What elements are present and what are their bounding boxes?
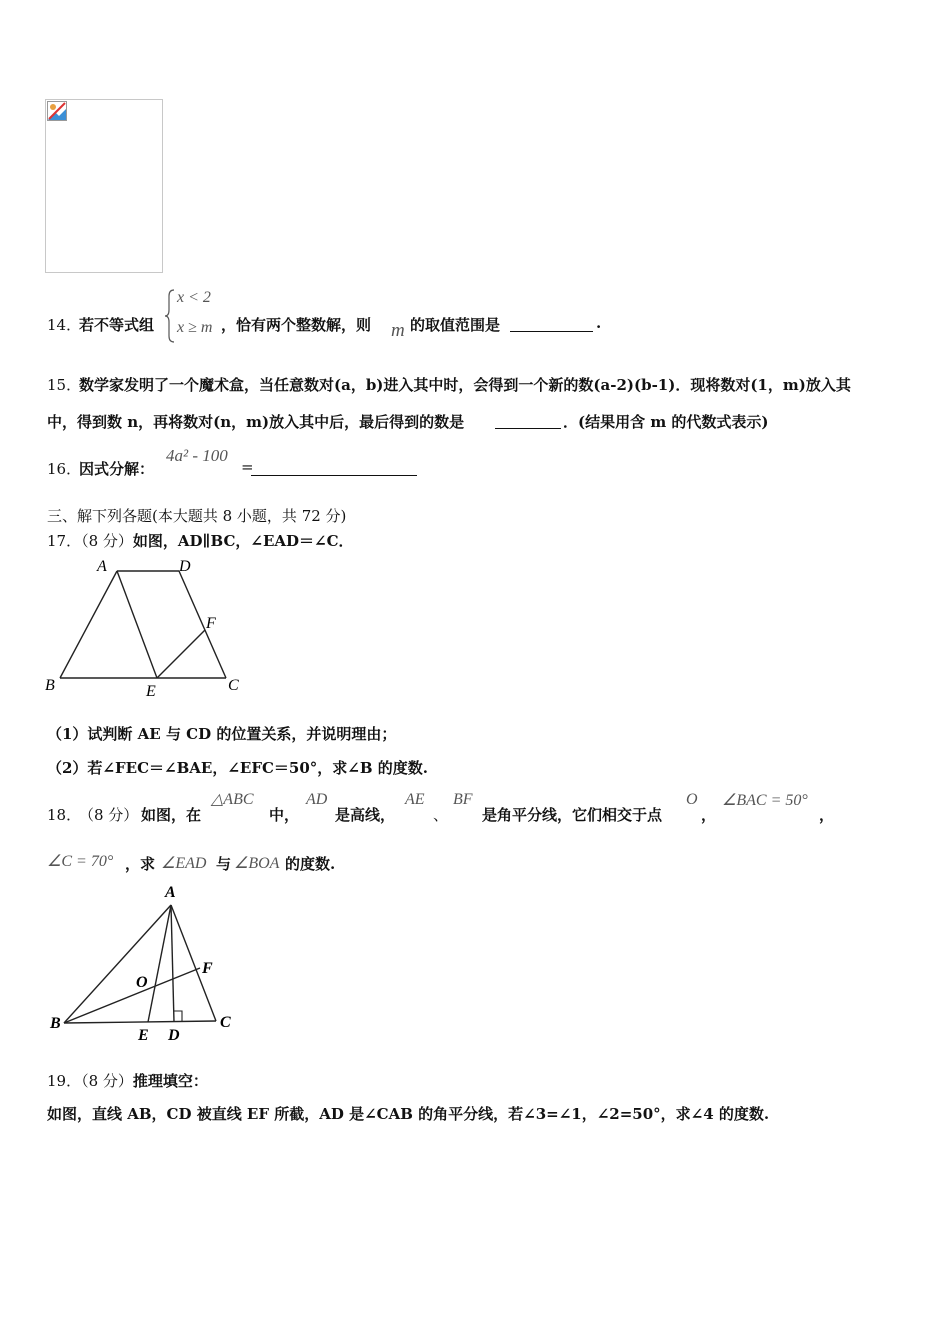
q18-segment-BF <box>64 968 200 1023</box>
q17-part-2: （2）若∠FEC＝∠BAE，∠EFC＝50°，求∠B 的度数. <box>47 759 428 777</box>
q14-middle: ，恰有两个整数解，则 <box>221 316 372 334</box>
q18-text-2: 中， <box>269 806 300 824</box>
q14-suffix: 的取值范围是 <box>410 316 501 334</box>
q16-number: 16． <box>47 460 82 478</box>
q17-number: 17． <box>47 532 82 550</box>
q17-segment-DC <box>179 571 226 678</box>
question-15 <box>47 374 907 434</box>
q18-label-F: F <box>202 960 213 977</box>
q16-equals: = <box>241 458 254 476</box>
q18-math-bac: ∠BAC = 50° <box>722 792 808 809</box>
question-16 <box>47 446 547 480</box>
q17-label-B: B <box>45 677 55 694</box>
q18-segment-AD <box>171 905 174 1022</box>
q15-number: 15． <box>47 376 82 394</box>
q18-text-5: 是角平分线，它们相交于点 <box>482 806 663 824</box>
q18-label-E: E <box>138 1027 149 1040</box>
q18-segment-AE <box>148 905 171 1022</box>
q14-system-line2: x ≥ m <box>177 319 213 336</box>
q15-answer-blank <box>495 413 561 429</box>
q14-answer-blank <box>510 316 593 332</box>
q15-line1: 数学家发明了一个魔术盒，当任意数对(a，b)进入其中时，会得到一个新的数(a-2)(b-1)．现将数对(1，m)放入其 <box>79 376 851 394</box>
q18-math-ad: AD <box>306 791 328 808</box>
q18-text-7: ， <box>819 806 835 824</box>
q17-score: （8 分） <box>81 532 133 550</box>
q18-text-1: 如图，在 <box>141 806 202 824</box>
q18-math-ae: AE <box>405 791 425 808</box>
q18-number: 18． <box>47 806 82 824</box>
q18-text-3: 是高线， <box>335 806 396 824</box>
q19-title: 推理填空： <box>132 1072 208 1090</box>
q18-math-abc: △ABC <box>211 791 254 808</box>
q16-expression: 4a² - 100 <box>166 446 228 465</box>
q18-label-C: C <box>220 1014 231 1031</box>
question-14 <box>47 286 907 346</box>
q18-math-bf: BF <box>453 791 473 808</box>
q18-segment-BC <box>64 1021 216 1023</box>
broken-image-placeholder <box>45 99 163 273</box>
q18-label-D: D <box>168 1027 180 1040</box>
question-19-header <box>47 1070 208 1091</box>
q18-label-A: A <box>165 884 176 901</box>
q17-label-D: D <box>179 558 191 575</box>
q14-system-line1: x < 2 <box>177 289 211 306</box>
q18-math-ead: ∠EAD <box>161 855 207 872</box>
question-18 <box>47 788 907 878</box>
section-3-header: 三、解下列各题(本大题共 8 小题，共 72 分) <box>47 507 347 525</box>
question-17-header <box>47 530 354 551</box>
q18-text-6: ， <box>701 806 717 824</box>
q14-brace <box>164 288 176 344</box>
q17-label-A: A <box>97 558 107 575</box>
q18-segment-AB <box>64 905 171 1023</box>
q18-label-O: O <box>136 974 148 991</box>
q17-intro: 如图，AD∥BC，∠EAD＝∠C． <box>132 532 354 550</box>
q15-line2-a: 中，得到数 n，再将数对(n，m)放入其中后，最后得到的数是 <box>47 413 465 431</box>
q17-segment-AE <box>117 571 157 678</box>
q18-text-8: ，求 <box>125 855 156 873</box>
q18-figure <box>42 880 242 1040</box>
q14-number: 14． <box>47 316 82 334</box>
q17-segment-EF <box>157 630 205 678</box>
q18-math-boa: ∠BOA <box>234 855 280 872</box>
q18-text-10: 的度数. <box>285 855 336 873</box>
q16-prefix: 因式分解： <box>79 460 155 478</box>
q17-part-1: （1）试判断 AE 与 CD 的位置关系，并说明理由； <box>47 725 397 743</box>
q16-answer-blank <box>251 460 417 476</box>
q17-label-E: E <box>146 683 156 700</box>
q18-right-angle-mark <box>174 1011 182 1022</box>
q19-score: （8 分） <box>81 1072 133 1090</box>
q14-prefix: 若不等式组 <box>79 316 155 334</box>
q19-number: 19． <box>47 1072 82 1090</box>
q18-math-c: ∠C = 70° <box>47 853 114 870</box>
q18-score: （8 分） <box>79 806 139 824</box>
q14-end: . <box>596 314 602 332</box>
q15-line2-b: ．(结果用含 m 的代数式表示) <box>563 413 769 431</box>
q17-label-F: F <box>206 615 216 632</box>
q19-body: 如图，直线 AB，CD 被直线 EF 所截，AD 是∠CAB 的角平分线，若∠3=∠1，∠2=50°，求∠4 的度数. <box>47 1105 770 1123</box>
q18-math-o: O <box>686 791 698 808</box>
broken-image-icon <box>47 101 67 121</box>
q18-label-B: B <box>50 1015 61 1032</box>
q18-text-4: 、 <box>433 806 449 824</box>
q14-var-m: m <box>391 320 405 341</box>
q17-label-C: C <box>228 677 239 694</box>
q18-text-9: 与 <box>216 855 232 873</box>
q17-segment-AB <box>60 571 117 678</box>
q17-figure <box>42 556 242 701</box>
